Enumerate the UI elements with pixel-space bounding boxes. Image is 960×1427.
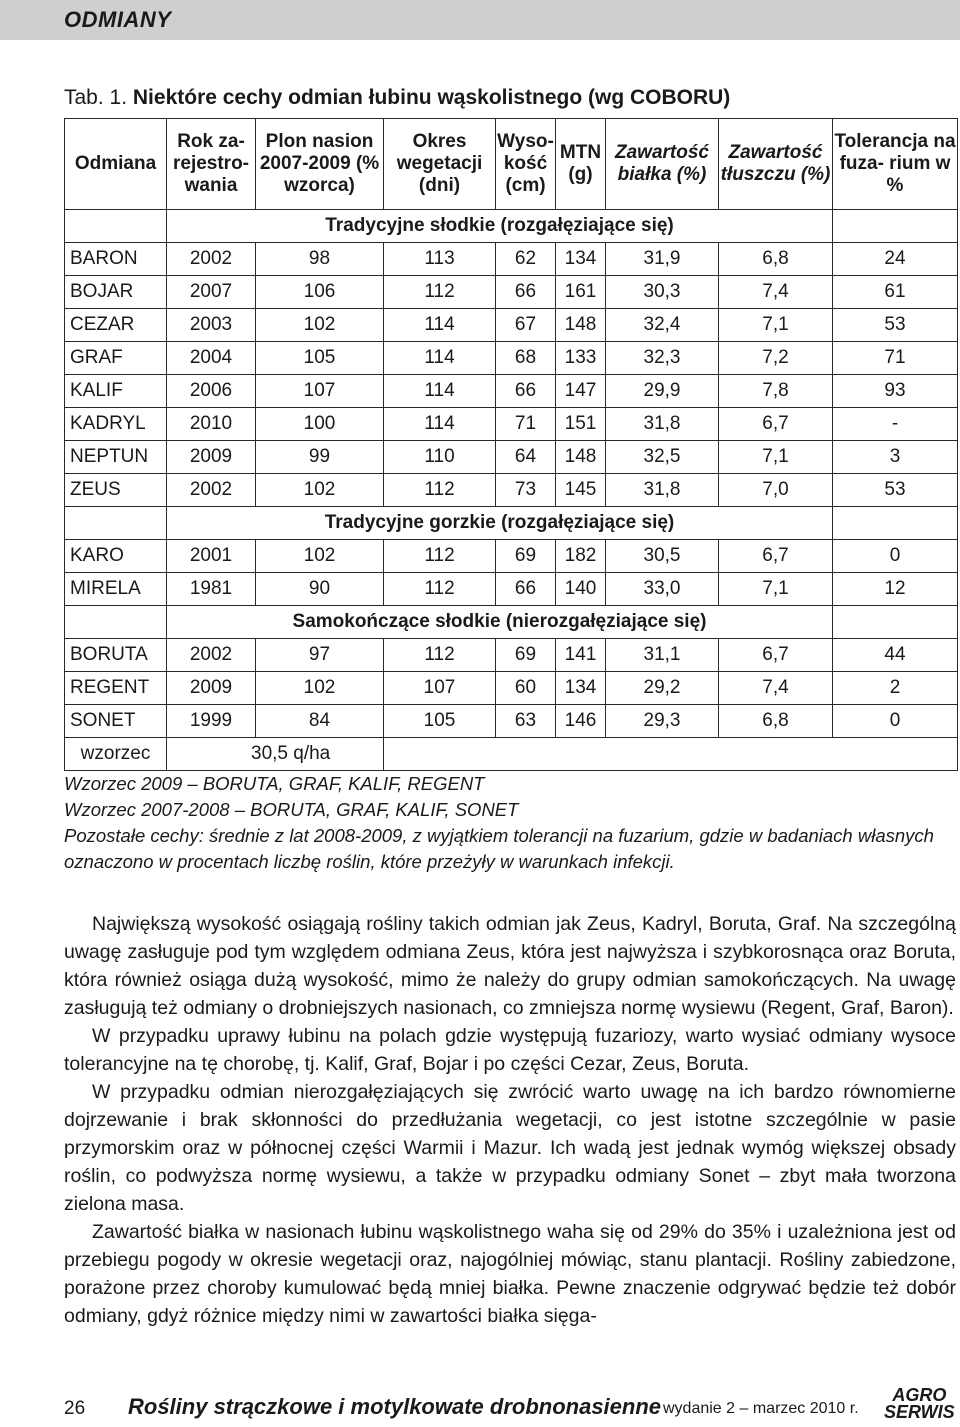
variety-name-cell: GRAF xyxy=(65,342,167,375)
table-cell: 147 xyxy=(556,375,606,408)
variety-name-cell: ZEUS xyxy=(65,474,167,507)
logo-text-bottom: SERWIS xyxy=(884,1402,955,1422)
paragraph: W przypadku odmian nierozgałęziających się zwrócić warto uwagę na ich bardzo równomierne dojrzewanie i brak skłonności do przedłużania wegetacji, co jest istotne szczególnie w pasie przymorskim oraz w północnej części Warmii i Mazur. Ich wadą jest jednak wymóg większej obsady roślin, co podwyższa normę wysiewu, a także w przypadku odmiany Sonet – zbyt mała tworzona zielona masa. xyxy=(64,1081,956,1215)
table-cell: 112 xyxy=(384,474,496,507)
table-cell: 113 xyxy=(384,243,496,276)
table-cell: 102 xyxy=(256,672,384,705)
table-cell: 145 xyxy=(556,474,606,507)
table-cell: 114 xyxy=(384,375,496,408)
variety-name-cell: SONET xyxy=(65,705,167,738)
table-notes xyxy=(64,771,954,875)
note-standard-2007-2008: Wzorzec 2007-2008 – BORUTA, GRAF, KALIF, SONET xyxy=(64,799,519,820)
table-row xyxy=(65,342,958,375)
paragraph: Największą wysokość osiągają rośliny takich odmian jak Zeus, Kadryl, Boruta, Graf. Na szczególną uwagę zasługuje pod tym względem odmiana Zeus, która jest najwyższa i szybkorosnąca oraz Boruta, która również osiąga dużą wysokość, mimo że należy do grupy odmian samokończących. Na uwagę zasługują też odmiany o drobniejszych nasionach, co zmniejsza normę wysiewu (Regent, Graf, Baron). xyxy=(64,913,956,1019)
table-cell: 68 xyxy=(496,342,556,375)
table-cell: 6,7 xyxy=(719,540,833,573)
table-cell: 107 xyxy=(384,672,496,705)
table-cell: 97 xyxy=(256,639,384,672)
group-header-row xyxy=(65,606,958,639)
table-cell: 2001 xyxy=(167,540,256,573)
reference-label: wzorzec xyxy=(65,738,167,771)
header-seed-yield: Plon nasion 2007-2009 (% wzorca) xyxy=(256,119,384,210)
table-cell: 66 xyxy=(496,276,556,309)
edition-info: wydanie 2 – marzec 2010 r. xyxy=(663,1400,859,1417)
logo-text-top: AGRO xyxy=(892,1385,947,1405)
table-caption xyxy=(64,86,730,110)
table-cell: 69 xyxy=(496,540,556,573)
table-cell: 29,2 xyxy=(606,672,719,705)
table-cell: 61 xyxy=(833,276,958,309)
table-cell: 2009 xyxy=(167,672,256,705)
table-cell: 62 xyxy=(496,243,556,276)
table-cell: 7,8 xyxy=(719,375,833,408)
table-cell: 93 xyxy=(833,375,958,408)
table-cell: 105 xyxy=(384,705,496,738)
table-cell: 140 xyxy=(556,573,606,606)
table-cell: 71 xyxy=(496,408,556,441)
table-cell: 6,8 xyxy=(719,705,833,738)
article-body xyxy=(64,910,956,1330)
note-other-traits: Pozostałe cechy: średnie z lat 2008-2009, z wyjątkiem tolerancji na fuzarium, gdzie w badaniach własnych oznaczono w procentach liczbę roślin, które przeżyły w warunkach infekcji. xyxy=(64,825,934,872)
table-cell: 134 xyxy=(556,243,606,276)
header-fat: Zawartość tłuszczu (%) xyxy=(719,119,833,210)
table-cell: 6,7 xyxy=(719,639,833,672)
table-cell: 102 xyxy=(256,474,384,507)
table-cell: 7,4 xyxy=(719,276,833,309)
header-vegetation-period: Okres wegetacji (dni) xyxy=(384,119,496,210)
table-cell: 24 xyxy=(833,243,958,276)
group-label: Tradycyjne słodkie (rozgałęziające się) xyxy=(167,210,833,243)
table-cell: 114 xyxy=(384,342,496,375)
table-cell: 98 xyxy=(256,243,384,276)
header-fusarium-tolerance: Tolerancja na fuza- rium w % xyxy=(833,119,958,210)
table-cell: 73 xyxy=(496,474,556,507)
table-cell: 1999 xyxy=(167,705,256,738)
table-row xyxy=(65,540,958,573)
table-cell: - xyxy=(833,408,958,441)
table-cell: 114 xyxy=(384,309,496,342)
group-header-row xyxy=(65,507,958,540)
table-cell: 2002 xyxy=(167,474,256,507)
variety-name-cell: KADRYL xyxy=(65,408,167,441)
table-cell: 7,0 xyxy=(719,474,833,507)
table-cell: 2004 xyxy=(167,342,256,375)
table-cell: 66 xyxy=(496,573,556,606)
table-cell: 105 xyxy=(256,342,384,375)
table-row xyxy=(65,672,958,705)
table-cell: 148 xyxy=(556,309,606,342)
table-cell: 107 xyxy=(256,375,384,408)
table-number: Tab. 1. xyxy=(64,86,128,109)
table-title: Niektóre cechy odmian łubinu wąskolistnego (wg COBORU) xyxy=(132,86,731,109)
table-cell: 60 xyxy=(496,672,556,705)
table-cell: 148 xyxy=(556,441,606,474)
table-cell: 141 xyxy=(556,639,606,672)
reference-empty xyxy=(384,738,958,771)
paragraph: W przypadku uprawy łubinu na polach gdzie występują fuzariozy, warto wysiać odmiany wysoce tolerancyjne na tę chorobę, tj. Kalif, Graf, Bojar i po części Cezar, Zeus, Boruta. xyxy=(64,1025,956,1075)
table-cell: 0 xyxy=(833,540,958,573)
header-mtn: MTN (g) xyxy=(556,119,606,210)
table-cell: 100 xyxy=(256,408,384,441)
table-cell: 12 xyxy=(833,573,958,606)
table-cell: 66 xyxy=(496,375,556,408)
table-row xyxy=(65,441,958,474)
table-cell: 151 xyxy=(556,408,606,441)
table-cell: 2007 xyxy=(167,276,256,309)
header-variety: Odmiana xyxy=(65,119,167,210)
table-cell: 182 xyxy=(556,540,606,573)
table-row xyxy=(65,474,958,507)
table-cell: 7,1 xyxy=(719,441,833,474)
group-header-spacer xyxy=(833,210,958,243)
table-cell: 112 xyxy=(384,276,496,309)
group-header-row xyxy=(65,210,958,243)
note-standard-2009: Wzorzec 2009 – BORUTA, GRAF, KALIF, REGENT xyxy=(64,773,485,794)
group-header-spacer xyxy=(833,507,958,540)
table-cell: 31,9 xyxy=(606,243,719,276)
table-cell: 2 xyxy=(833,672,958,705)
variety-name-cell: BARON xyxy=(65,243,167,276)
table-cell: 67 xyxy=(496,309,556,342)
table-cell: 2010 xyxy=(167,408,256,441)
table-cell: 53 xyxy=(833,474,958,507)
table-cell: 106 xyxy=(256,276,384,309)
table-row xyxy=(65,375,958,408)
group-header-spacer xyxy=(65,210,167,243)
group-header-spacer xyxy=(833,606,958,639)
table-cell: 29,3 xyxy=(606,705,719,738)
table-row xyxy=(65,705,958,738)
table-cell: 112 xyxy=(384,540,496,573)
table-cell: 6,8 xyxy=(719,243,833,276)
variety-name-cell: MIRELA xyxy=(65,573,167,606)
table-cell: 6,7 xyxy=(719,408,833,441)
table-cell: 71 xyxy=(833,342,958,375)
table-cell: 1981 xyxy=(167,573,256,606)
table-cell: 31,1 xyxy=(606,639,719,672)
variety-name-cell: KARO xyxy=(65,540,167,573)
header-protein: Zawartość białka (%) xyxy=(606,119,719,210)
group-header-spacer xyxy=(65,606,167,639)
table-cell: 90 xyxy=(256,573,384,606)
table-cell: 32,5 xyxy=(606,441,719,474)
table-cell: 102 xyxy=(256,309,384,342)
table-cell: 2006 xyxy=(167,375,256,408)
table-row xyxy=(65,639,958,672)
table-row xyxy=(65,408,958,441)
paragraph: Zawartość białka w nasionach łubinu wąskolistnego waha się od 29% do 35% i uzależniona jest od przebiegu pogody w okresie wegetacji oraz, najogólniej mówiąc, stanu plantacji. Rośliny zabiedzone, porażone przez choroby kumulować będą mniej białka. Pewne znaczenie odgrywać będzie też dobór odmiany, gdyż różnice między nimi w zawartości białka sięga- xyxy=(64,1221,956,1327)
varieties-table xyxy=(64,118,958,771)
table-cell: 114 xyxy=(384,408,496,441)
group-header-spacer xyxy=(65,507,167,540)
variety-name-cell: BOJAR xyxy=(65,276,167,309)
table-cell: 161 xyxy=(556,276,606,309)
reference-value: 30,5 q/ha xyxy=(167,738,384,771)
table-cell: 7,4 xyxy=(719,672,833,705)
table-cell: 2002 xyxy=(167,243,256,276)
table-cell: 112 xyxy=(384,639,496,672)
header-height: Wyso- kość (cm) xyxy=(496,119,556,210)
table-cell: 112 xyxy=(384,573,496,606)
table-cell: 0 xyxy=(833,705,958,738)
group-label: Samokończące słodkie (nierozgałęziające się) xyxy=(167,606,833,639)
table-cell: 53 xyxy=(833,309,958,342)
page-number: 26 xyxy=(64,1398,86,1419)
table-cell: 44 xyxy=(833,639,958,672)
variety-name-cell: REGENT xyxy=(65,672,167,705)
table-cell: 2002 xyxy=(167,639,256,672)
agro-serwis-logo xyxy=(884,1387,955,1421)
table-header-row xyxy=(65,119,958,210)
table-cell: 31,8 xyxy=(606,408,719,441)
table-cell: 102 xyxy=(256,540,384,573)
table-cell: 134 xyxy=(556,672,606,705)
table-row xyxy=(65,243,958,276)
table-cell: 133 xyxy=(556,342,606,375)
table-cell: 110 xyxy=(384,441,496,474)
table-cell: 2009 xyxy=(167,441,256,474)
table-row xyxy=(65,573,958,606)
page-footer xyxy=(0,1384,960,1427)
table-cell: 32,4 xyxy=(606,309,719,342)
table-cell: 29,9 xyxy=(606,375,719,408)
variety-name-cell: BORUTA xyxy=(65,639,167,672)
table-row xyxy=(65,276,958,309)
table-cell: 7,2 xyxy=(719,342,833,375)
table-cell: 7,1 xyxy=(719,573,833,606)
variety-name-cell: NEPTUN xyxy=(65,441,167,474)
table-cell: 99 xyxy=(256,441,384,474)
table-cell: 64 xyxy=(496,441,556,474)
table-cell: 32,3 xyxy=(606,342,719,375)
reference-row xyxy=(65,738,958,771)
table-cell: 3 xyxy=(833,441,958,474)
table-cell: 7,1 xyxy=(719,309,833,342)
table-row xyxy=(65,309,958,342)
section-header-bar xyxy=(0,0,960,40)
table-cell: 31,8 xyxy=(606,474,719,507)
table-cell: 84 xyxy=(256,705,384,738)
variety-name-cell: CEZAR xyxy=(65,309,167,342)
table-cell: 146 xyxy=(556,705,606,738)
table-cell: 33,0 xyxy=(606,573,719,606)
section-title: ODMIANY xyxy=(64,7,172,32)
header-registration-year: Rok za- rejestro- wania xyxy=(167,119,256,210)
table-cell: 2003 xyxy=(167,309,256,342)
table-cell: 69 xyxy=(496,639,556,672)
group-label: Tradycyjne gorzkie (rozgałęziające się) xyxy=(167,507,833,540)
variety-name-cell: KALIF xyxy=(65,375,167,408)
table-cell: 30,5 xyxy=(606,540,719,573)
table-cell: 30,3 xyxy=(606,276,719,309)
series-title: Rośliny strączkowe i motylkowate drobnonasienne xyxy=(128,1394,662,1419)
table-cell: 63 xyxy=(496,705,556,738)
